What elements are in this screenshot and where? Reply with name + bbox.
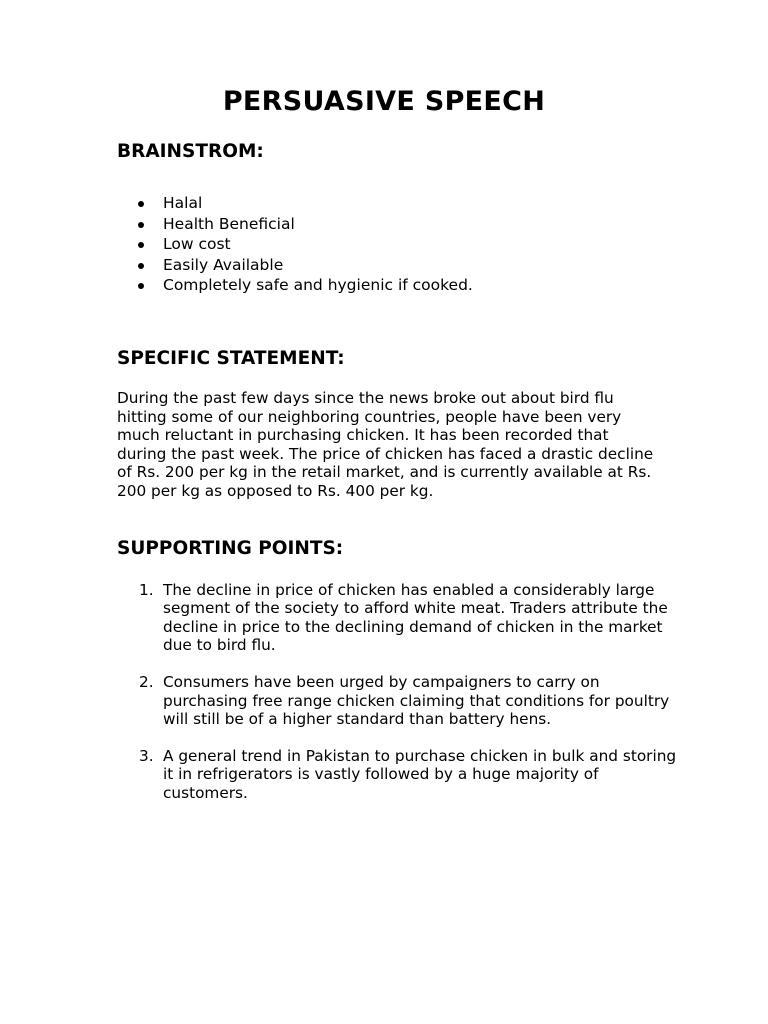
list-item-text: Halal xyxy=(163,194,203,212)
list-item xyxy=(117,193,473,214)
list-item xyxy=(117,747,677,802)
list-item xyxy=(117,255,473,276)
list-item-text: A general trend in Pakistan to purchase chicken in bulk and storing it in refrigerators is vastly followed by a huge majority of customers. xyxy=(163,747,677,802)
list-item-number: 1. xyxy=(139,581,154,599)
specific-statement-text: During the past few days since the news broke out about bird flu hitting some of our neighboring countries, people have been very much reluctant in purchasing chicken. It has been recorded that during the past week. The price of chicken has faced a drastic decline of Rs. 200 per kg in the retail market, and is currently available at Rs. 200 per kg as opposed to Rs. 400 per kg. xyxy=(117,389,654,500)
list-item-text: The decline in price of chicken has enabled a considerably large segment of the society to afford white meat. Traders attribute the decline in price to the declining demand of chicken in the market due to bird flu. xyxy=(163,581,668,655)
bullet-icon xyxy=(138,242,144,248)
bullet-icon xyxy=(138,263,144,269)
bullet-icon xyxy=(138,283,144,289)
list-item xyxy=(117,581,677,655)
bullet-icon xyxy=(138,222,144,228)
list-item-number: 2. xyxy=(139,673,154,692)
brainstorm-list xyxy=(117,193,473,296)
supporting-points-list xyxy=(117,581,677,821)
list-item-text: Health Beneficial xyxy=(163,214,295,233)
brainstorm-heading: BRAINSTROM: xyxy=(117,141,264,162)
list-item-text: Completely safe and hygienic if cooked. xyxy=(163,276,473,294)
list-item-number: 3. xyxy=(139,747,154,766)
list-item xyxy=(117,214,473,235)
list-item xyxy=(117,275,473,296)
list-item-text: Easily Available xyxy=(163,255,284,274)
supporting-points-heading: SUPPORTING POINTS: xyxy=(117,538,344,559)
list-item-text: Consumers have been urged by campaigners to carry on purchasing free range chicken claiming that conditions for poultry will still be of a higher standard than battery hens. xyxy=(163,673,670,729)
list-item xyxy=(117,234,473,255)
list-item xyxy=(117,673,677,728)
page-title: PERSUASIVE SPEECH xyxy=(222,86,546,117)
list-item-text: Low cost xyxy=(163,235,231,253)
specific-statement-heading: SPECIFIC STATEMENT: xyxy=(117,348,345,369)
bullet-icon xyxy=(138,201,144,207)
